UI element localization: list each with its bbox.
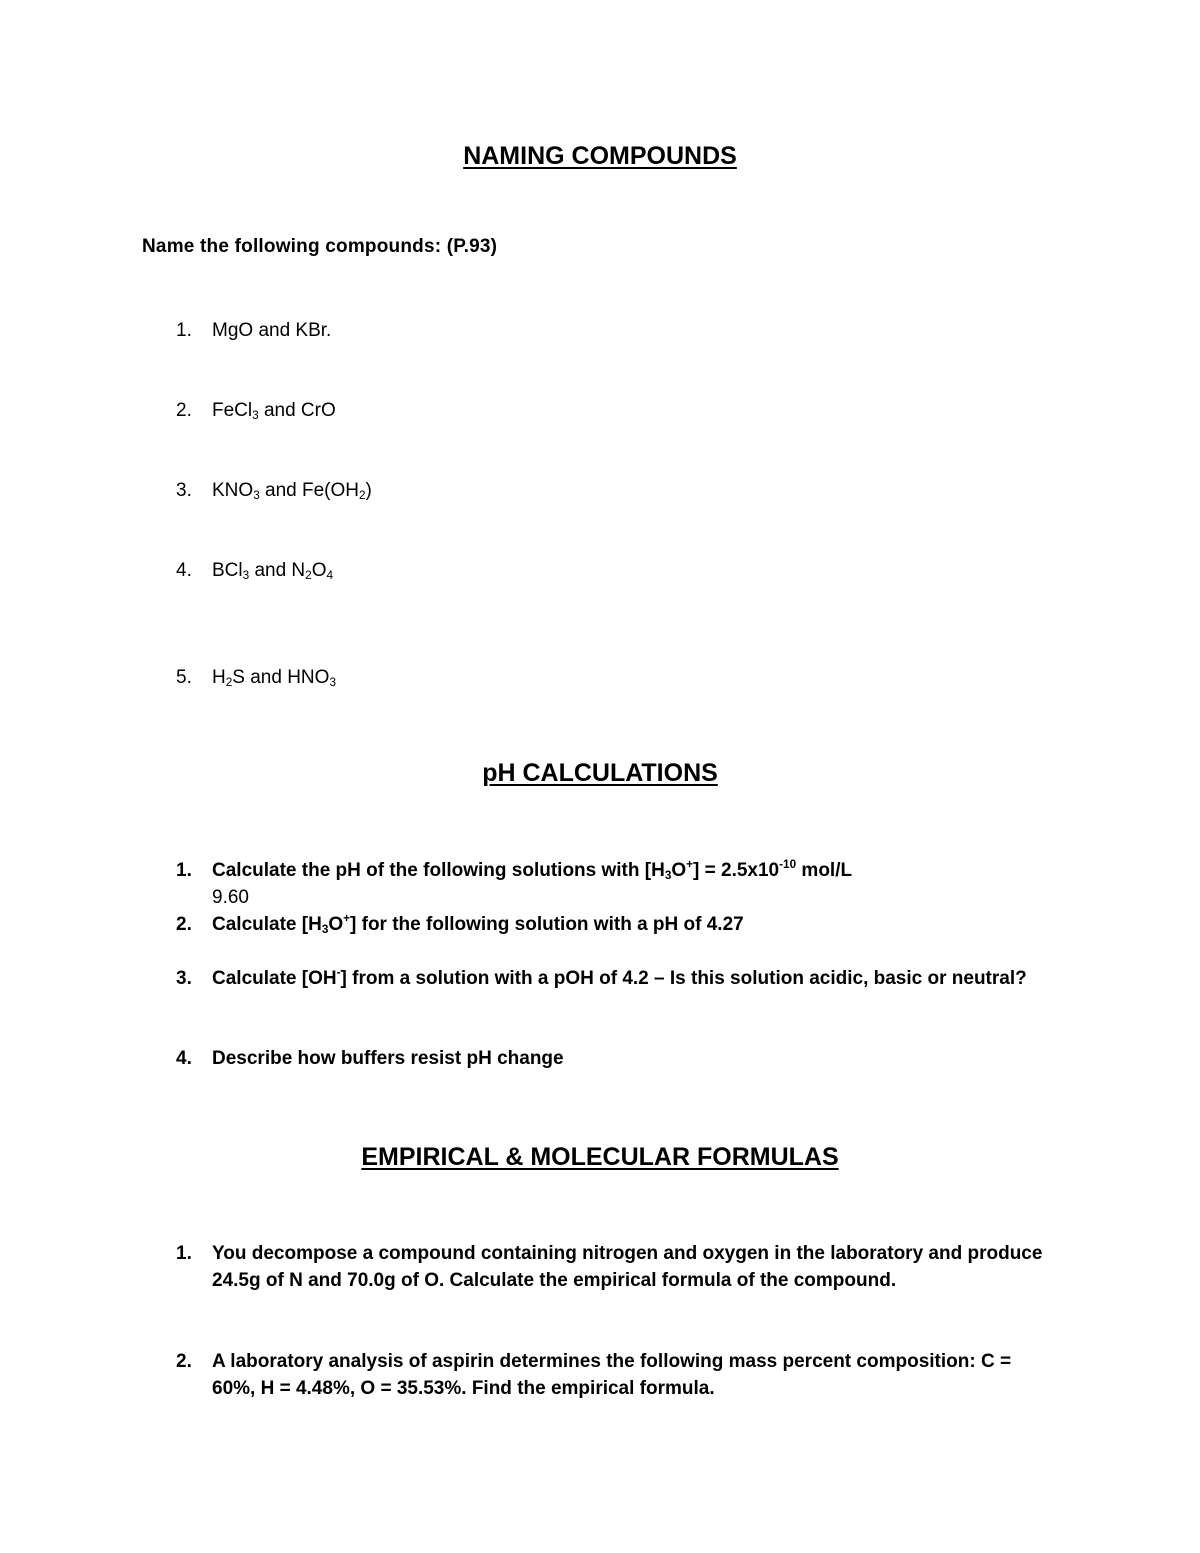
item-number: 4.: [176, 560, 192, 581]
superscript: -10: [779, 858, 797, 871]
superscript: +: [343, 912, 351, 925]
subscript: 2: [225, 676, 233, 689]
item-number: 3.: [176, 480, 192, 501]
naming-compounds-heading: NAMING COMPOUNDS: [463, 142, 737, 170]
subscript: 3: [252, 409, 259, 422]
item-text: and CrO: [258, 400, 336, 421]
item-text: mol/L: [796, 860, 853, 881]
item-text: KNO: [212, 480, 254, 501]
naming-item-2: [176, 400, 336, 422]
item-text: and N: [249, 560, 306, 581]
item-number: 3.: [176, 968, 192, 989]
subscript: 3: [253, 489, 260, 502]
naming-item-4: [176, 560, 333, 582]
empirical-item-2: [176, 1348, 1056, 1402]
item-text: and Fe(OH: [259, 480, 359, 501]
item-number: 1.: [176, 320, 192, 341]
subscript: 3: [321, 923, 329, 936]
ph-item-1: [176, 857, 1056, 911]
item-text: Calculate the pH of the following solutions with [H: [212, 860, 665, 881]
item-text: Calculate [H: [212, 914, 322, 935]
item-text: S and HNO: [232, 667, 330, 688]
item-text: O: [671, 860, 687, 881]
naming-item-1: [176, 320, 331, 342]
item-number: 4.: [176, 1048, 192, 1069]
naming-item-5: [176, 667, 336, 689]
item-number: 2.: [176, 1351, 192, 1372]
handwritten-answer: 9.60: [212, 887, 249, 908]
item-text: ] = 2.5x10: [693, 860, 780, 881]
naming-instruction: Name the following compounds: (P.93): [142, 236, 498, 257]
naming-item-3: [176, 480, 372, 502]
item-number: 1.: [176, 860, 192, 881]
item-text: O: [311, 560, 327, 581]
subscript: 2: [359, 489, 366, 502]
item-text: Describe how buffers resist pH change: [212, 1048, 564, 1069]
item-text: Calculate [OH: [212, 968, 337, 989]
item-text: BCl: [212, 560, 243, 581]
empirical-item-1: [176, 1240, 1056, 1294]
superscript: +: [686, 858, 694, 871]
item-number: 1.: [176, 1243, 192, 1264]
item-text: O: [328, 914, 344, 935]
item-text: H: [212, 667, 226, 688]
superscript: -: [336, 966, 341, 979]
item-text: ] from a solution with a pOH of 4.2 – Is this solution acidic, basic or neutral?: [340, 968, 1027, 989]
ph-calculations-heading: pH CALCULATIONS: [482, 759, 718, 787]
subscript: 3: [664, 869, 672, 882]
ph-item-3: [176, 965, 1056, 992]
empirical-formulas-heading: EMPIRICAL & MOLECULAR FORMULAS: [361, 1143, 839, 1171]
item-text: FeCl: [212, 400, 253, 421]
item-text: ): [365, 480, 372, 501]
item-text: A laboratory analysis of aspirin determines the following mass percent composition: C = 60%, H = 4.48%, O = 35.53%. Find the empirical formula.: [212, 1351, 1012, 1399]
subscript: 3: [242, 569, 250, 582]
subscript: 3: [329, 676, 336, 689]
item-number: 5.: [176, 667, 192, 688]
item-text: MgO and KBr.: [212, 320, 332, 341]
ph-item-2: [176, 911, 1056, 938]
item-text: ] for the following solution with a pH of 4.27: [350, 914, 744, 935]
ph-item-4: [176, 1045, 1056, 1072]
item-number: 2.: [176, 400, 192, 421]
item-number: 2.: [176, 914, 192, 935]
subscript: 2: [305, 569, 312, 582]
item-text: You decompose a compound containing nitrogen and oxygen in the laboratory and produce 24.5g of N and 70.0g of O. Calculate the empirical formula of the compound.: [212, 1243, 1043, 1291]
subscript: 4: [326, 569, 334, 582]
